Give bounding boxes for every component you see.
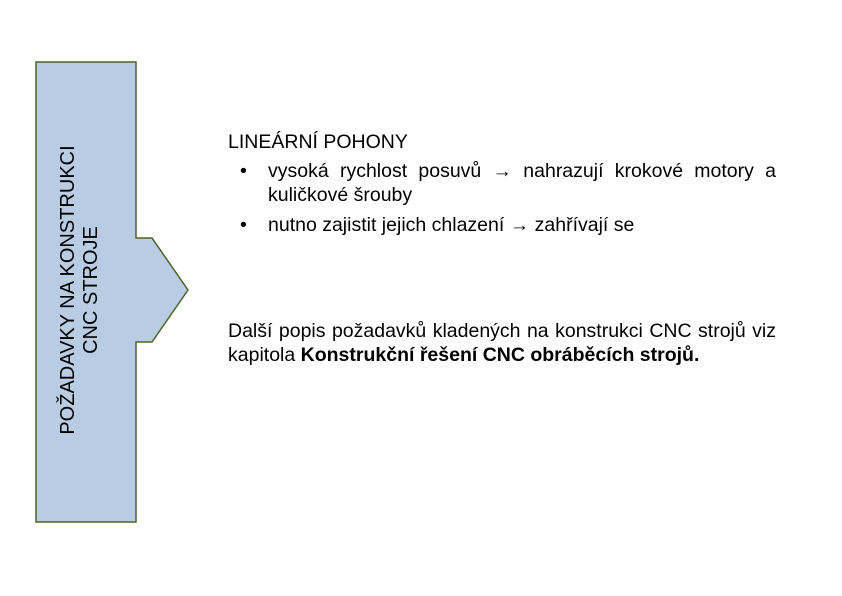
paragraph-text: Další popis požadavků kladených na konstrukci CNC strojů viz kapitola [228,320,776,366]
content-area [228,130,776,367]
side-panel-label [40,90,120,490]
bullet-text: vysoká rychlost posuvů → nahrazují krokové motory a kuličkové šrouby [268,160,776,206]
bullet-icon: • [240,160,247,182]
bullet-item [228,159,776,207]
bullet-item [228,213,776,237]
section-heading: LINEÁRNÍ POHONY [228,131,408,153]
chapter-reference: Konstrukční řešení CNC obráběcích strojů. [300,344,700,366]
bullet-icon: • [240,214,247,236]
side-panel-label-line1: POŽADAVKY NA KONSTRUKCI [57,145,79,435]
bullet-text: nutno zajistit jejich chlazení → zahřívají se [268,214,635,236]
side-panel-label-line2: CNC STROJE [80,226,102,354]
bullet-list [228,159,776,237]
description-paragraph [228,319,776,367]
